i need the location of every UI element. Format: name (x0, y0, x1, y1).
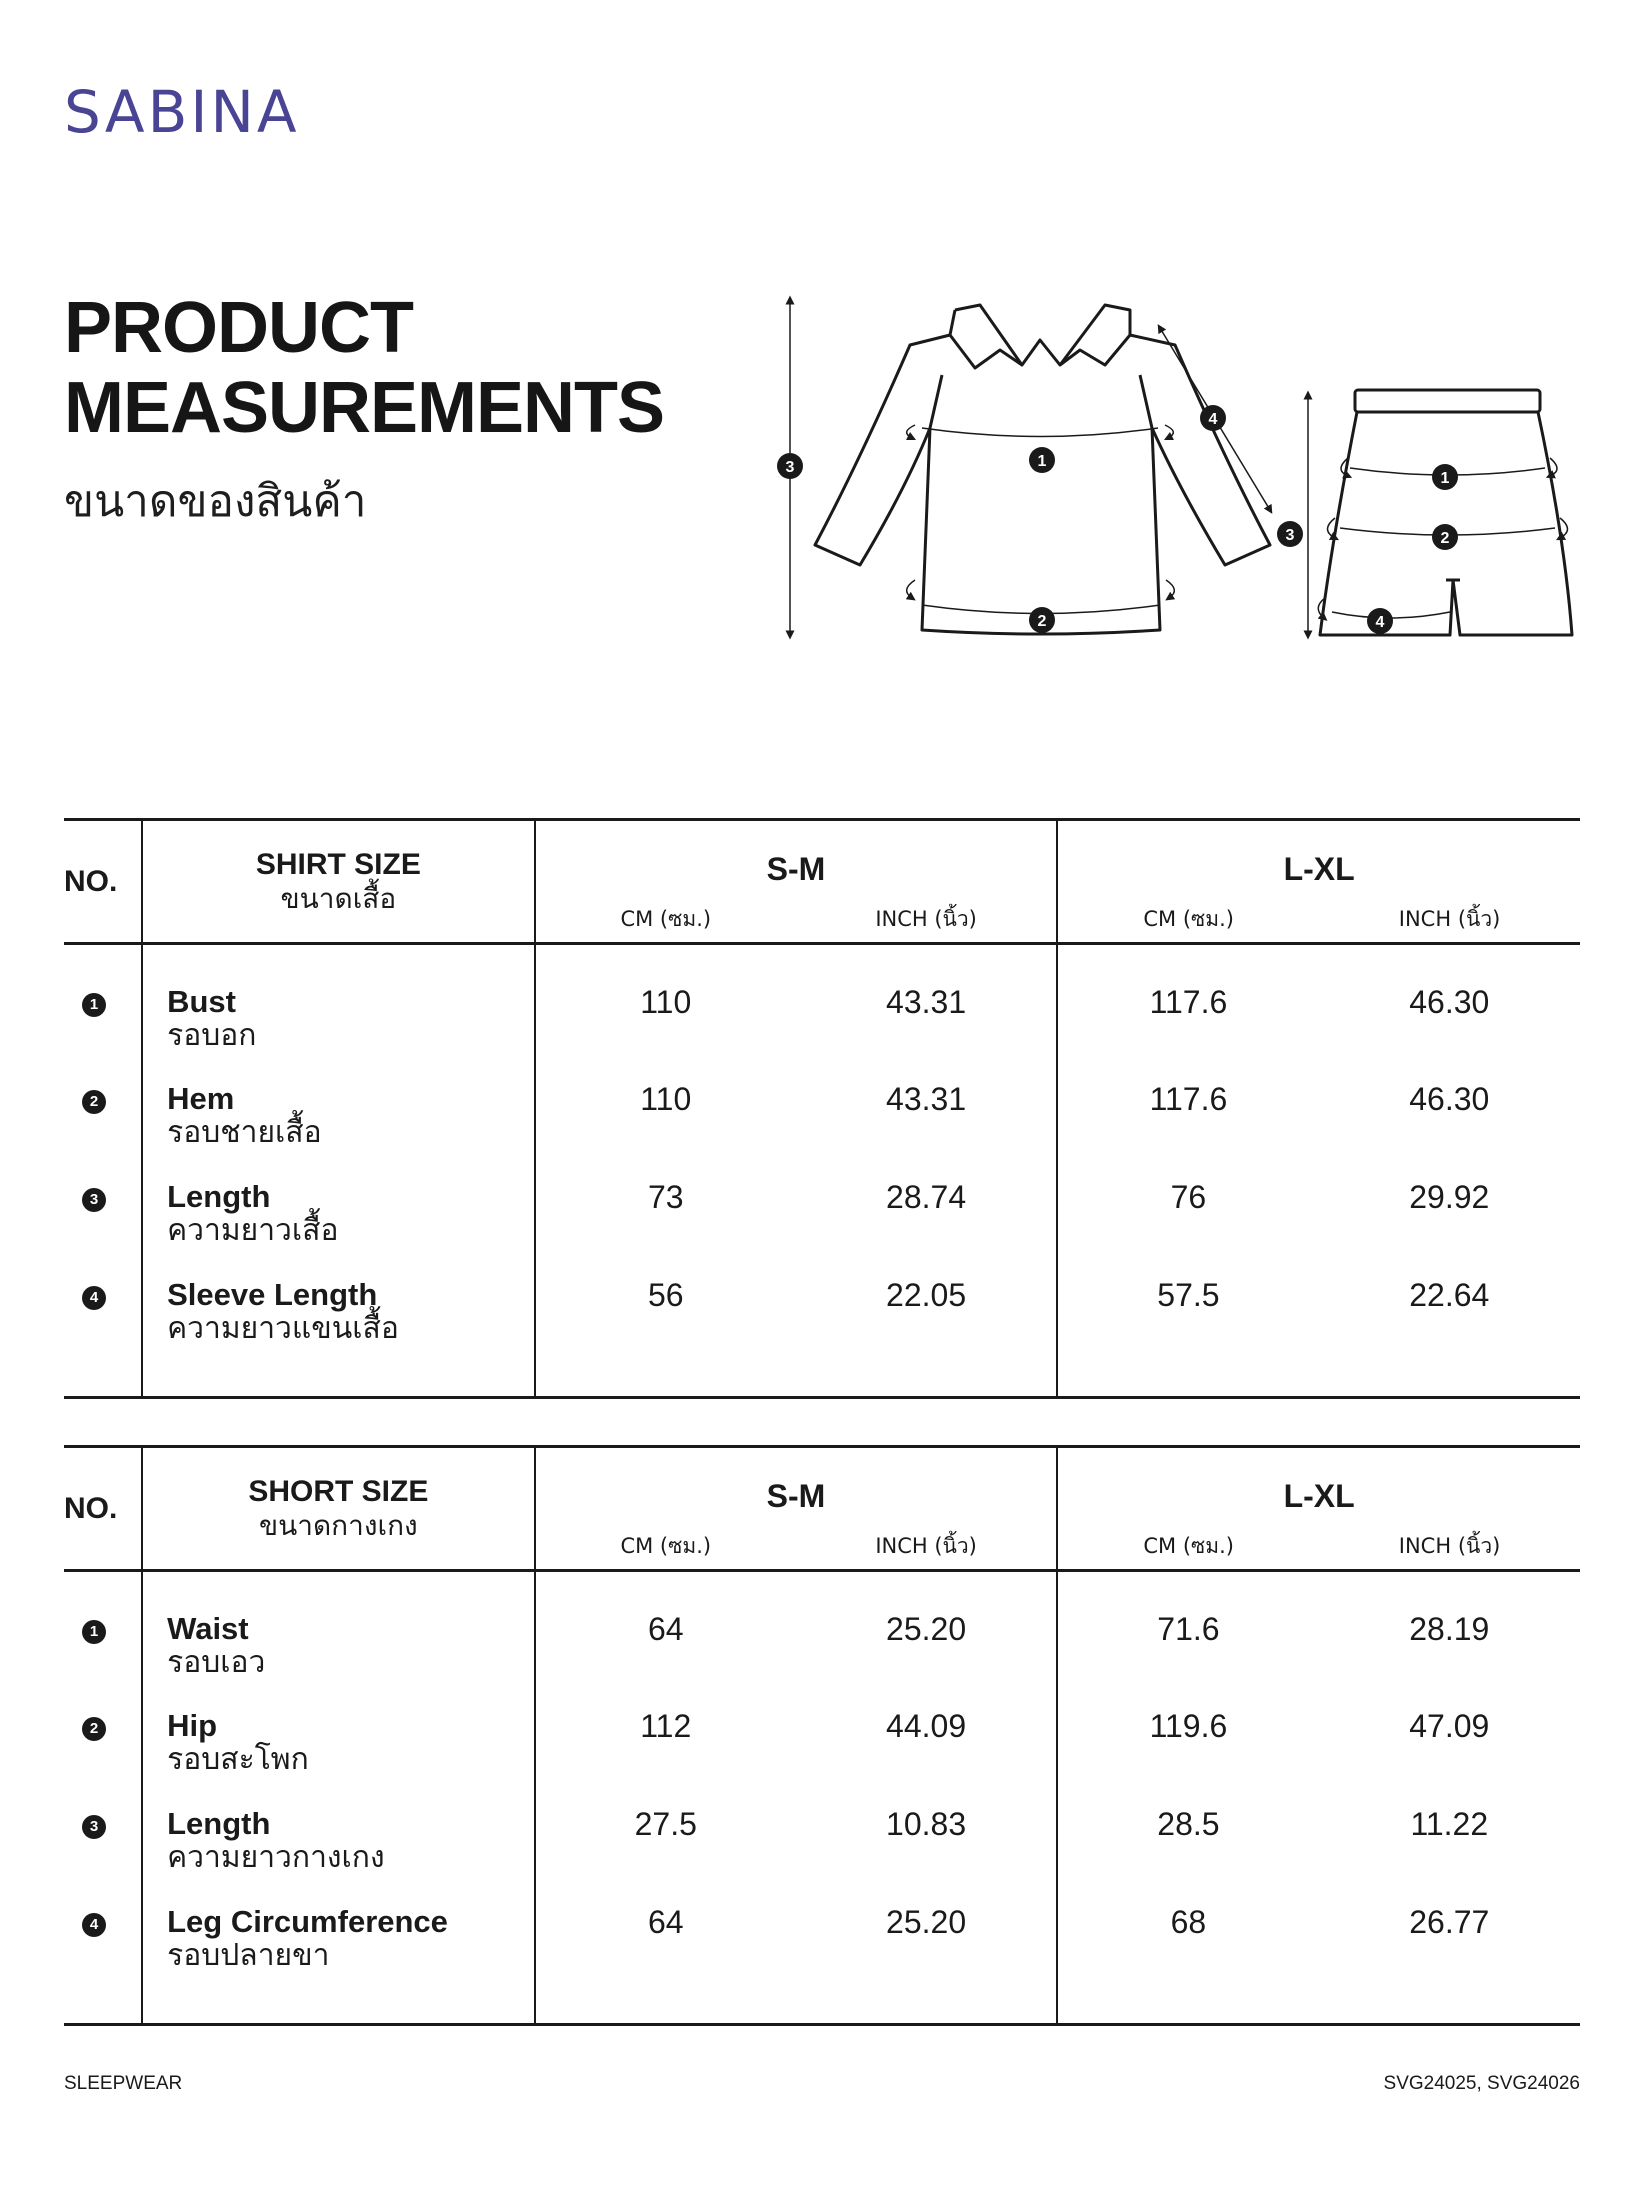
shorts-markers (1277, 464, 1458, 634)
row-number-badge: 4 (82, 1913, 106, 1937)
short-size-label-en: SHORT SIZE (248, 1474, 429, 1508)
measure-name-en: Leg Circumference (167, 1903, 448, 1939)
page-subtitle-th: ขนาดของสินค้า (64, 476, 367, 527)
table-row (64, 1180, 1580, 1278)
value-lxl-cm: 57.5 (1057, 1278, 1318, 1398)
short-table-header (64, 1447, 1580, 1571)
shirt-lxl-inch-unit: INCH (นิ้ว) (1398, 907, 1501, 931)
shirt-group-sm: S-M (766, 851, 826, 887)
row-number-badge: 1 (82, 1620, 106, 1644)
short-group-sm: S-M (766, 1478, 826, 1514)
value-sm-inch: 44.09 (886, 1707, 967, 1744)
footer-category: SLEEPWEAR (64, 2073, 183, 2094)
short-lxl-inch-unit: INCH (นิ้ว) (1398, 1534, 1501, 1558)
shirt-size-label-en: SHIRT SIZE (255, 847, 421, 881)
shorts-marker-4-label: 4 (1375, 614, 1385, 631)
value-sm-inch: 28.74 (886, 1178, 967, 1215)
table-row (64, 1709, 1580, 1807)
measure-name-th: รอบปลายขา (167, 1937, 330, 1973)
value-sm-inch: 43.31 (886, 984, 967, 1020)
value-sm-cm: 64 (535, 1905, 796, 2025)
table-row (64, 1571, 1580, 1709)
shirt-marker-1-label: 1 (1037, 453, 1047, 470)
shorts-illustration (1320, 390, 1572, 635)
value-sm-inch: 22.05 (796, 1278, 1057, 1398)
value-lxl-inch: 46.30 (1409, 1080, 1490, 1117)
short-group-lxl-header (1057, 1447, 1580, 1571)
row-number-badge: 4 (82, 1286, 106, 1310)
measure-name-th: ความยาวแขนเสื้อ (167, 1310, 399, 1346)
measure-name-en: Bust (167, 984, 236, 1019)
table-row (64, 1905, 1580, 2025)
measure-name-th: รอบสะโพก (167, 1741, 309, 1777)
title-line-1: PRODUCT (64, 288, 413, 368)
short-sm-cm-unit: CM (ซม.) (620, 1534, 712, 1558)
row-number-badge: 2 (82, 1717, 106, 1741)
shirt-size-header (142, 820, 535, 944)
value-sm-cm: 110 (535, 1082, 796, 1180)
measure-name-en: Hip (167, 1707, 218, 1743)
value-sm-inch: 10.83 (886, 1805, 967, 1842)
value-lxl-cm: 117.6 (1057, 1082, 1318, 1180)
title-line-2: MEASUREMENTS (64, 368, 665, 448)
footer-product-codes: SVG24025, SVG24026 (1383, 2073, 1580, 2094)
value-sm-inch: 25.20 (796, 1905, 1057, 2025)
short-size-header (142, 1447, 535, 1571)
shirt-lxl-cm-unit: CM (ซม.) (1143, 907, 1235, 931)
short-group-sm-header (535, 1447, 1058, 1571)
value-sm-cm: 64 (535, 1571, 796, 1709)
value-lxl-cm: 71.6 (1057, 1571, 1318, 1709)
value-lxl-inch: 47.09 (1409, 1707, 1490, 1744)
measure-name-th: รอบชายเสื้อ (167, 1114, 322, 1150)
value-sm-cm: 73 (535, 1180, 796, 1278)
value-lxl-cm: 76 (1057, 1180, 1318, 1278)
shirt-marker-2-label: 2 (1037, 613, 1047, 630)
table-row (64, 944, 1580, 1082)
short-size-table (64, 1445, 1580, 2026)
shirt-group-lxl: L-XL (1283, 851, 1355, 887)
row-number-badge: 1 (82, 993, 106, 1017)
shirt-group-sm-header (535, 820, 1058, 944)
shirt-size-label-th: ขนาดเสื้อ (280, 881, 397, 915)
shirt-table-header (64, 820, 1580, 944)
value-lxl-inch: 29.92 (1409, 1178, 1490, 1215)
short-group-lxl: L-XL (1283, 1478, 1355, 1514)
shorts-measure-lines (1308, 395, 1568, 635)
measure-name-en: Waist (167, 1611, 249, 1646)
short-no-header: NO. (64, 1447, 142, 1571)
value-sm-inch: 43.31 (886, 1080, 967, 1117)
row-number-badge: 3 (82, 1188, 106, 1212)
measure-name-th: รอบเอว (167, 1645, 266, 1680)
page-title (64, 288, 664, 448)
shorts-marker-3-label: 3 (1285, 527, 1295, 544)
brand-logo: SABINA (64, 78, 300, 146)
value-lxl-cm: 119.6 (1057, 1709, 1318, 1807)
value-sm-cm: 112 (535, 1709, 796, 1807)
measure-name-en: Hem (167, 1080, 235, 1116)
value-sm-cm: 56 (535, 1278, 796, 1398)
shorts-marker-1-label: 1 (1440, 470, 1450, 487)
shirt-no-header: NO. (64, 820, 142, 944)
shirt-marker-3-label: 3 (785, 459, 795, 476)
shirt-marker-4-label: 4 (1208, 411, 1218, 428)
measure-name-en: Sleeve Length (167, 1276, 378, 1312)
value-sm-cm: 27.5 (535, 1807, 796, 1905)
measurement-diagram (760, 280, 1610, 660)
shirt-measure-lines (790, 300, 1270, 635)
short-size-label-th: ขนาดกางเกง (258, 1508, 418, 1542)
shirt-group-lxl-header (1057, 820, 1580, 944)
shorts-marker-2-label: 2 (1440, 530, 1450, 547)
table-row (64, 1082, 1580, 1180)
shirt-sm-cm-unit: CM (ซม.) (620, 907, 712, 931)
table-row (64, 1278, 1580, 1398)
measure-name-en: Length (167, 1178, 271, 1214)
value-lxl-cm: 28.5 (1057, 1807, 1318, 1905)
measure-name-th: ความยาวเสื้อ (167, 1212, 339, 1248)
value-sm-inch: 25.20 (886, 1611, 967, 1647)
shirt-size-table (64, 818, 1580, 1399)
value-lxl-inch: 26.77 (1319, 1905, 1580, 2025)
value-sm-cm: 110 (535, 944, 796, 1082)
short-sm-inch-unit: INCH (นิ้ว) (875, 1534, 977, 1558)
value-lxl-inch: 28.19 (1409, 1611, 1490, 1647)
value-lxl-inch: 46.30 (1409, 984, 1490, 1020)
short-lxl-cm-unit: CM (ซม.) (1143, 1534, 1235, 1558)
row-number-badge: 2 (82, 1090, 106, 1114)
value-lxl-cm: 117.6 (1057, 944, 1318, 1082)
table-row (64, 1807, 1580, 1905)
value-lxl-inch: 22.64 (1319, 1278, 1580, 1398)
value-lxl-cm: 68 (1057, 1905, 1318, 2025)
measure-name-th: ความยาวกางเกง (167, 1839, 385, 1875)
row-number-badge: 3 (82, 1815, 106, 1839)
shirt-sm-inch-unit: INCH (นิ้ว) (875, 907, 977, 931)
value-lxl-inch: 11.22 (1410, 1805, 1489, 1842)
measure-name-th: รอบอก (167, 1018, 257, 1053)
measure-name-en: Length (167, 1805, 271, 1841)
